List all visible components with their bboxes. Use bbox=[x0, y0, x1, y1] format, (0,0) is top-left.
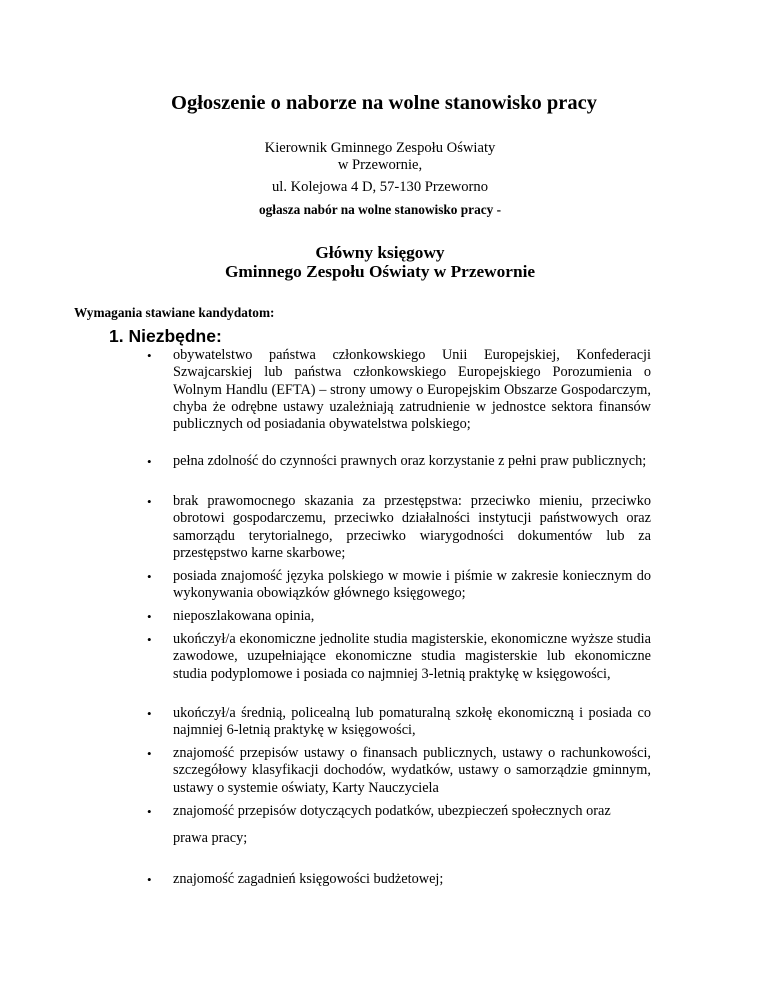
list-item bbox=[147, 745, 651, 797]
employer-line-2: w Przewornie, bbox=[337, 157, 423, 173]
list-item-text: brak prawomocnego skazania za przestępstwa: przeciwko mieniu, przeciwko obrotowi gospodarczemu, przeciwko działalności instytucji państwowych oraz samorządu terytorialnego, przeciwko wiarygodności dokumentów lub za przestępstwo karne skarbowe; bbox=[173, 493, 651, 561]
bullet-icon: • bbox=[147, 348, 152, 363]
list-item-text: znajomość zagadnień księgowości budżetowej; bbox=[173, 871, 444, 887]
list-item bbox=[147, 871, 651, 888]
list-item-text: ukończył/a ekonomiczne jednolite studia magisterskie, ekonomiczne wyższe studia zawodowe, uzupełniające ekonomiczne studia magisterskie lub ekonomiczne studia podyplomowe i posiada co najmniej 3-letnią praktykę w księgowości, bbox=[173, 631, 651, 682]
bullet-icon: • bbox=[147, 494, 152, 509]
list-item-text: obywatelstwo państwa członkowskiego Unii Europejskiej, Konfederacji Szwajcarskiej lub państwa członkowskiego Europejskiego Porozumienia o Wolnym Handlu (EFTA) – strony umowy o Europejskim Obszarze Gospodarczym, chyba że odrębne ustawy uzależniają zatrudnienie w jednostce sektora finansów publicznych od posiadania obywatelstwa polskiego; bbox=[173, 347, 651, 433]
list-item bbox=[147, 568, 651, 603]
list-item bbox=[147, 493, 651, 562]
list-item bbox=[147, 803, 651, 820]
list-item-text: pełna zdolność do czynności prawnych oraz korzystanie z pełni praw publicznych; bbox=[173, 453, 647, 469]
announcement-text: ogłasza nabór na wolne stanowisko pracy - bbox=[258, 202, 502, 217]
section-heading-required: 1. Niezbędne: bbox=[109, 326, 222, 346]
list-item-text: nieposzlakowana opinia, bbox=[173, 608, 315, 624]
bullet-icon: • bbox=[147, 632, 152, 647]
bullet-icon: • bbox=[147, 746, 152, 761]
position-title: Główny księgowy bbox=[315, 243, 445, 262]
bullet-icon: • bbox=[147, 872, 152, 887]
list-item-text: ukończył/a średnią, policealną lub pomaturalną szkołę ekonomiczną i posiada co najmniej 6-letnią praktykę w księgowości, bbox=[173, 705, 651, 739]
list-item-continuation: prawa pracy; bbox=[173, 830, 248, 846]
list-item bbox=[147, 453, 651, 470]
position-employer: Gminnego Zespołu Oświaty w Przewornie bbox=[224, 262, 536, 281]
page-title: Ogłoszenie o naborze na wolne stanowisko pracy bbox=[171, 92, 597, 114]
list-item-text: posiada znajomość języka polskiego w mowie i piśmie w zakresie koniecznym do wykonywania obowiązków głównego księgowego; bbox=[173, 568, 651, 602]
employer-address: ul. Kolejowa 4 D, 57-130 Przeworno bbox=[271, 179, 489, 195]
bullet-icon: • bbox=[147, 804, 152, 819]
list-item-text: znajomość przepisów dotyczących podatków, ubezpieczeń społecznych oraz bbox=[173, 803, 611, 819]
bullet-icon: • bbox=[147, 569, 152, 584]
requirements-heading: Wymagania stawiane kandydatom: bbox=[74, 305, 275, 320]
employer-line-1: Kierownik Gminnego Zespołu Oświaty bbox=[264, 140, 496, 156]
list-item-text: znajomość przepisów ustawy o finansach publicznych, ustawy o rachunkowości, szczegółowy klasyfikacji dochodów, wydatków, ustawy o samorządzie gminnym, ustawy o systemie oświaty, Karty Nauczyciela bbox=[173, 745, 651, 796]
list-item bbox=[147, 631, 651, 683]
bullet-icon: • bbox=[147, 609, 152, 624]
list-item bbox=[147, 705, 651, 740]
list-item bbox=[147, 608, 651, 625]
list-item bbox=[147, 347, 651, 433]
bullet-icon: • bbox=[147, 454, 152, 469]
bullet-icon: • bbox=[147, 706, 152, 721]
